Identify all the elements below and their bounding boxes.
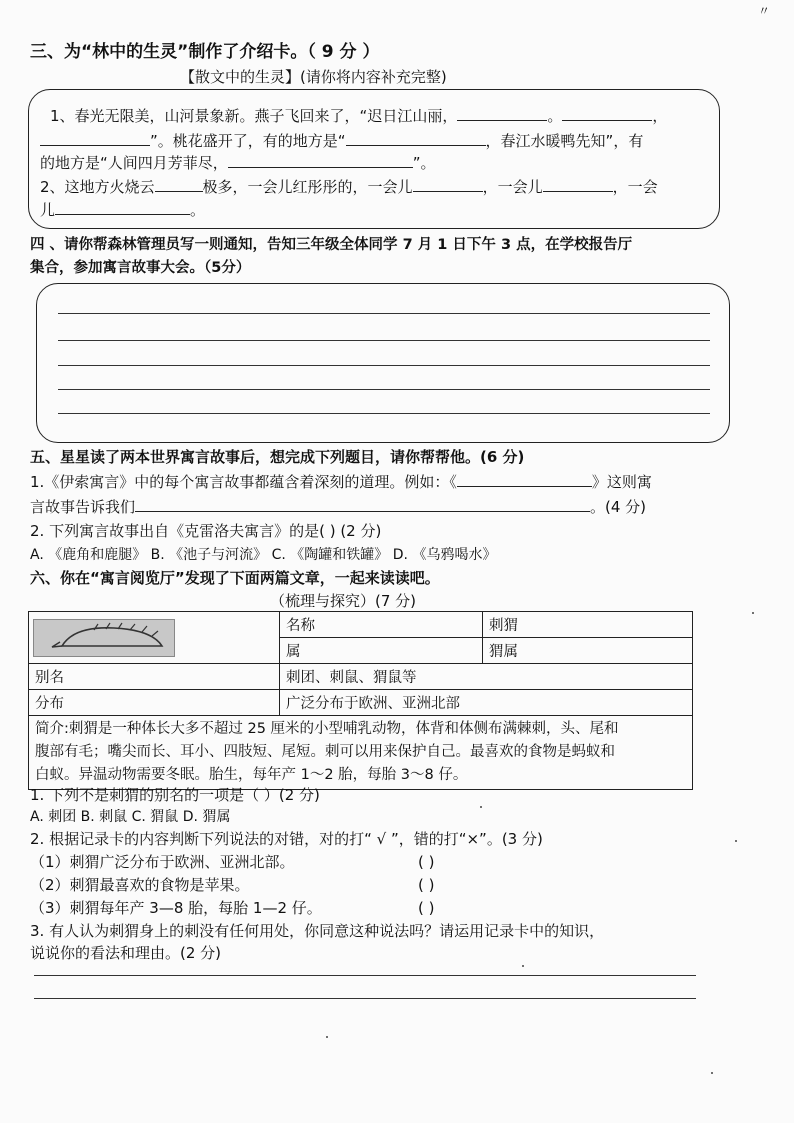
s5-q1-line2: 言故事告诉我们 。(4 分) bbox=[30, 498, 647, 516]
scan-speck bbox=[711, 1072, 713, 1074]
section4-line2: 集合，参加寓言故事大会。（5分） bbox=[30, 260, 251, 276]
top-mark: 〃 bbox=[758, 4, 771, 18]
blank[interactable] bbox=[346, 131, 486, 146]
hedgehog-image-cell bbox=[29, 612, 280, 664]
blank[interactable] bbox=[457, 106, 547, 121]
section6-title: 六、你在“寓言阅览厅”发现了下面两篇文章，一起来读读吧。 bbox=[30, 569, 440, 587]
alias-label: 别名 bbox=[29, 664, 280, 690]
s6-q1-options: A. 刺团 B. 刺鼠 C. 猬鼠 D. 猬属 bbox=[30, 809, 231, 825]
writing-line bbox=[58, 313, 710, 314]
section4-writing-box[interactable] bbox=[36, 283, 730, 443]
s5-q2-options: A. 《鹿角和鹿腿》 B. 《池子与河流》 C. 《陶罐和铁罐》 D. 《乌鸦喝水》 bbox=[30, 547, 497, 563]
s3-q1-line1: 1、春光无限美，山河景象新。燕子飞回来了，“迟日江山丽， 。 ， bbox=[50, 107, 668, 125]
answer-line[interactable] bbox=[34, 998, 696, 999]
judge-item-2: （2）刺猬最喜欢的食物是苹果。 bbox=[30, 876, 250, 894]
section6-subtitle: （梳理与探究）(7 分) bbox=[270, 592, 417, 610]
hedgehog-image bbox=[33, 619, 175, 657]
blank[interactable] bbox=[457, 472, 592, 487]
judge-paren-2[interactable]: ( ) bbox=[418, 876, 435, 894]
name-label: 名称 bbox=[280, 612, 483, 638]
s6-q1: 1. 下列不是刺猬的别名的一项是（ ）(2 分) bbox=[30, 786, 320, 804]
distribution-value: 广泛分布于欧洲、亚洲北部 bbox=[280, 690, 693, 716]
blank[interactable] bbox=[562, 106, 652, 121]
blank[interactable] bbox=[413, 177, 483, 192]
judge-item-3: （3）刺猬每年产 3—8 胎，每胎 1—2 仔。 bbox=[30, 899, 322, 917]
genus-label: 属 bbox=[280, 638, 483, 664]
genus-value: 猬属 bbox=[483, 638, 693, 664]
scan-speck bbox=[522, 965, 524, 967]
blank[interactable] bbox=[228, 153, 413, 168]
blank[interactable] bbox=[40, 131, 150, 146]
s3-q1-line2: ”。桃花盛开了，有的地方是“ ，春江水暖鸭先知”，有 bbox=[40, 131, 643, 150]
record-card bbox=[28, 611, 693, 790]
writing-line bbox=[58, 413, 710, 414]
judge-paren-1[interactable]: ( ) bbox=[418, 853, 435, 871]
scan-speck bbox=[735, 840, 737, 842]
s6-q3-line2: 说说你的看法和理由。(2 分) bbox=[30, 944, 222, 962]
blank[interactable] bbox=[155, 177, 203, 192]
s5-q1-line1: 1.《伊索寓言》中的每个寓言故事都蕴含着深刻的道理。例如：《 》这则寓 bbox=[30, 473, 652, 491]
hedgehog-icon bbox=[34, 620, 174, 656]
section5-title: 五、星星读了两本世界寓言故事后，想完成下列题目，请你帮帮他。(6 分) bbox=[30, 448, 525, 466]
s3-q1-line3: 的地方是“人间四月芳菲尽， ”。 bbox=[40, 154, 436, 172]
alias-value: 刺团、刺鼠、猬鼠等 bbox=[280, 664, 693, 690]
s5-q2: 2. 下列寓言故事出自《克雷洛夫寓言》的是( ) (2 分) bbox=[30, 522, 382, 540]
judge-paren-3[interactable]: ( ) bbox=[418, 899, 435, 917]
blank[interactable] bbox=[55, 200, 190, 215]
s3-q2-line2: 儿 。 bbox=[40, 201, 206, 219]
section4-line1: 四 、请你帮森林管理员写一则通知，告知三年级全体同学 7 月 1 日下午 3 点，在学校报告厅 bbox=[30, 237, 633, 253]
scan-speck bbox=[752, 612, 754, 614]
scan-speck bbox=[480, 806, 482, 808]
intro-cell: 简介:刺猬是一种体长大多不超过 25 厘米的小型哺乳动物，体背和体侧布满棘刺，头、尾和 腹部有毛；嘴尖而长、耳小、四肢短、尾短。刺可以用来保护自己。最喜欢的食物是蚂蚁和 白蚁。异温动物需要冬眠。胎生，每年产 1～2 胎，每胎 3～8 仔。 bbox=[29, 716, 693, 790]
blank[interactable] bbox=[543, 177, 613, 192]
section3-title: 三、为“林中的生灵”制作了介绍卡。（ 9 分 ） bbox=[30, 42, 380, 62]
s6-q2: 2. 根据记录卡的内容判断下列说法的对错，对的打“ √ ”，错的打“×”。(3 分) bbox=[30, 830, 543, 848]
distribution-label: 分布 bbox=[29, 690, 280, 716]
writing-line bbox=[58, 389, 710, 390]
answer-line[interactable] bbox=[34, 975, 696, 976]
name-value: 刺猬 bbox=[483, 612, 693, 638]
s3-q2-line1: 2、这地方火烧云 极多，一会儿红彤彤的，一会儿 ，一会儿 ，一会 bbox=[40, 178, 658, 196]
scan-speck bbox=[326, 1036, 328, 1038]
writing-line bbox=[58, 340, 710, 341]
section3-subtitle: 【散文中的生灵】(请你将内容补充完整) bbox=[180, 68, 447, 86]
blank[interactable] bbox=[135, 497, 590, 512]
judge-item-1: （1）刺猬广泛分布于欧洲、亚洲北部。 bbox=[30, 853, 295, 871]
s6-q3-line1: 3. 有人认为刺猬身上的刺没有任何用处，你同意这种说法吗？请运用记录卡中的知识， bbox=[30, 922, 605, 940]
writing-line bbox=[58, 365, 710, 366]
